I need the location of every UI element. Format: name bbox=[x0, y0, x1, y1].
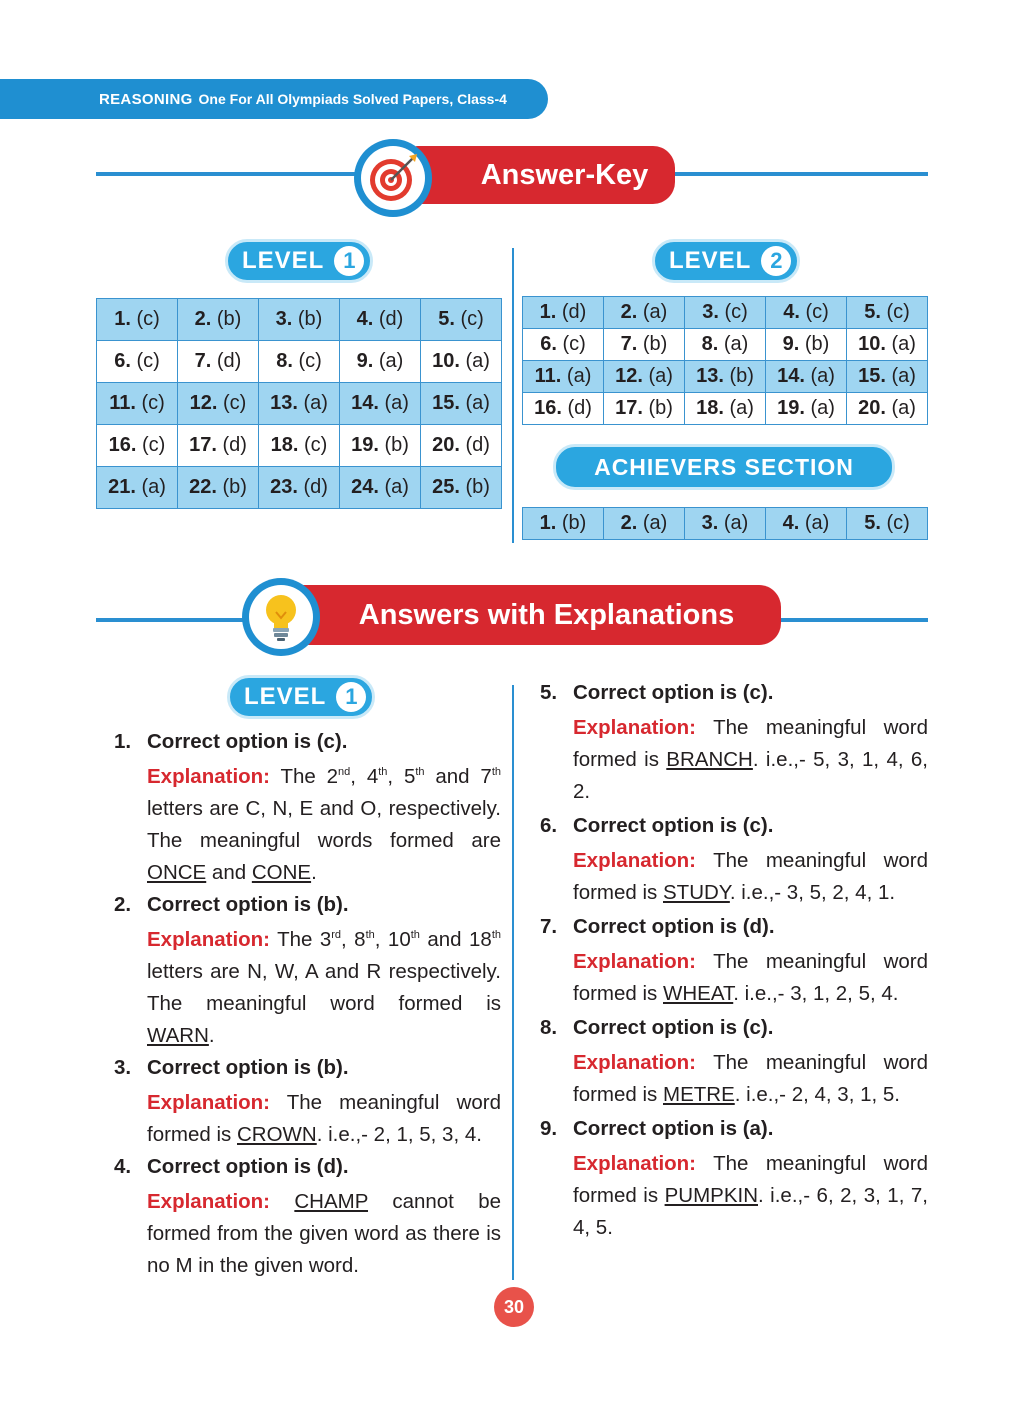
answer-row bbox=[97, 425, 502, 467]
answer-row bbox=[97, 299, 502, 341]
answer-cell-option: (c) bbox=[223, 392, 247, 414]
answer-cell bbox=[766, 297, 847, 329]
answer-cell bbox=[178, 383, 259, 425]
answer-word: CROWN bbox=[237, 1123, 317, 1146]
answer-cell-option: (c) bbox=[142, 434, 166, 456]
text: and bbox=[206, 861, 252, 884]
answer-8 bbox=[540, 1012, 928, 1111]
answer-word: BRANCH bbox=[666, 748, 753, 771]
answer-cell-number: 19. bbox=[777, 397, 805, 419]
answer-cell bbox=[178, 341, 259, 383]
answer-cell bbox=[421, 341, 502, 383]
text: cannot be formed from the given word as there is no M in the given word. bbox=[147, 1190, 501, 1277]
answer-explanation bbox=[147, 1087, 501, 1151]
answer-cell-option: (a) bbox=[723, 512, 749, 534]
text: The meaningful word formed is bbox=[573, 849, 928, 904]
achievers-label: ACHIEVERS SECTION bbox=[594, 453, 854, 480]
answer-cell bbox=[766, 329, 847, 361]
rule-right-2 bbox=[770, 618, 928, 622]
answer-cell-number: 14. bbox=[351, 392, 379, 414]
answer-cell-option: (c) bbox=[136, 308, 160, 330]
answer-cell-option: (a) bbox=[804, 512, 830, 534]
answer-heading: Correct option is (c). bbox=[573, 681, 774, 704]
answer-word: STUDY bbox=[663, 881, 730, 904]
lightbulb-icon bbox=[259, 592, 303, 642]
answer-heading: Correct option is (c). bbox=[573, 814, 774, 837]
text: The meaningful word formed is bbox=[573, 1051, 928, 1106]
answer-cell-number: 17. bbox=[615, 397, 643, 419]
text: . i.e.,- 3, 5, 2, 4, 1. bbox=[729, 881, 896, 904]
answer-cell-number: 1. bbox=[539, 301, 557, 323]
answer-number: 6. bbox=[540, 814, 558, 837]
answer-cell-option: (d) bbox=[303, 476, 328, 498]
answer-cell-option: (a) bbox=[810, 397, 835, 419]
level2-num: 2 bbox=[761, 246, 791, 276]
text: . i.e.,- 6, 2, 3, 1, 7, 4, 5. bbox=[573, 1184, 928, 1239]
answer-6 bbox=[540, 810, 928, 909]
answer-key-banner bbox=[410, 146, 675, 204]
answer-cell-number: 8. bbox=[276, 350, 293, 372]
answer-cell-option: (c) bbox=[886, 512, 910, 534]
answer-cell bbox=[97, 467, 178, 509]
answer-cell-number: 9. bbox=[356, 350, 374, 372]
target-badge bbox=[354, 139, 432, 217]
answer-explanation bbox=[573, 845, 928, 909]
answer-cell bbox=[685, 393, 766, 425]
answer-cell-number: 18. bbox=[696, 397, 724, 419]
text: . bbox=[311, 861, 317, 884]
answer-cell-number: 2. bbox=[194, 308, 212, 330]
sup: nd bbox=[338, 766, 351, 779]
answer-cell-number: 20. bbox=[432, 434, 460, 456]
rule-left-2 bbox=[96, 618, 256, 622]
answer-cell-option: (b) bbox=[222, 476, 247, 498]
answer-word: WHEAT bbox=[663, 982, 734, 1005]
answer-row bbox=[523, 508, 928, 540]
answer-cell-option: (d) bbox=[378, 308, 404, 330]
answer-cell-option: (b) bbox=[216, 308, 242, 330]
lightbulb-badge bbox=[242, 578, 320, 656]
answer-heading: Correct option is (d). bbox=[573, 915, 775, 938]
answer-cell bbox=[523, 508, 604, 540]
answer-cell-option: (b) bbox=[729, 365, 754, 387]
rule-right bbox=[660, 172, 928, 176]
answer-cell bbox=[178, 425, 259, 467]
answer-cell bbox=[97, 341, 178, 383]
text: The 3 bbox=[270, 928, 332, 951]
answer-cell-number: 13. bbox=[696, 365, 724, 387]
answer-cell-number: 6. bbox=[114, 350, 131, 372]
text: The meaningful word formed is bbox=[573, 716, 928, 771]
answer-cell-number: 18. bbox=[270, 434, 299, 456]
answer-cell bbox=[847, 508, 928, 540]
text: and 7 bbox=[424, 765, 492, 788]
answer-cell bbox=[340, 383, 421, 425]
answer-cell-option: (d) bbox=[561, 301, 587, 323]
answer-cell-number: 16. bbox=[108, 434, 137, 456]
answer-row bbox=[97, 341, 502, 383]
answer-cell bbox=[97, 383, 178, 425]
answer-number: 1. bbox=[114, 730, 132, 753]
answer-cell-option: (a) bbox=[891, 333, 916, 355]
achievers-pill bbox=[553, 444, 895, 490]
answer-cell-number: 7. bbox=[194, 350, 212, 372]
answer-3 bbox=[114, 1052, 501, 1151]
answer-explanation bbox=[573, 1047, 928, 1111]
answer-cell-number: 13. bbox=[270, 392, 298, 414]
sup: th bbox=[378, 766, 388, 779]
answer-4 bbox=[114, 1151, 501, 1282]
answer-cell-option: (c) bbox=[298, 350, 322, 372]
level1-num: 1 bbox=[334, 246, 364, 276]
answer-number: 8. bbox=[540, 1016, 558, 1039]
answer-cell-number: 3. bbox=[702, 301, 719, 323]
answer-cell-option: (a) bbox=[384, 476, 409, 498]
answer-cell-option: (a) bbox=[141, 476, 166, 498]
answer-cell-option: (c) bbox=[136, 350, 160, 372]
answer-row bbox=[523, 297, 928, 329]
answer-cell-option: (a) bbox=[303, 392, 328, 414]
level1-pill bbox=[225, 239, 373, 283]
answer-word: METRE bbox=[663, 1083, 735, 1106]
answer-cell-option: (a) bbox=[642, 301, 668, 323]
answer-cell bbox=[421, 299, 502, 341]
answer-cell-option: (c) bbox=[562, 333, 586, 355]
answer-cell-option: (d) bbox=[567, 397, 592, 419]
answer-7 bbox=[540, 911, 928, 1010]
answer-word: WARN bbox=[147, 1024, 209, 1047]
header-band bbox=[0, 79, 548, 119]
explanation-label: Explanation: bbox=[147, 928, 271, 951]
answer-cell-number: 14. bbox=[777, 365, 805, 387]
answer-cell-number: 4. bbox=[783, 301, 800, 323]
answer-cell bbox=[847, 297, 928, 329]
level1-answer-table bbox=[96, 298, 502, 509]
answer-cell-number: 11. bbox=[534, 365, 562, 387]
answer-cell bbox=[523, 361, 604, 393]
answer-cell bbox=[97, 299, 178, 341]
achievers-answer-table bbox=[522, 507, 928, 540]
answer-cell bbox=[259, 467, 340, 509]
text: , 8 bbox=[341, 928, 366, 951]
answer-cell-number: 16. bbox=[534, 397, 562, 419]
answer-cell-option: (a) bbox=[465, 392, 490, 414]
answer-cell-number: 23. bbox=[270, 476, 298, 498]
explanation-label: Explanation: bbox=[147, 1190, 271, 1213]
answer-cell-option: (c) bbox=[724, 301, 748, 323]
level2-pill bbox=[652, 239, 800, 283]
answer-row bbox=[523, 393, 928, 425]
answer-cell bbox=[766, 508, 847, 540]
answer-heading: Correct option is (c). bbox=[573, 1016, 774, 1039]
answer-row bbox=[523, 361, 928, 393]
answer-cell-option: (b) bbox=[804, 333, 830, 355]
answer-cell-option: (c) bbox=[886, 301, 910, 323]
answer-cell bbox=[847, 329, 928, 361]
answer-heading: Correct option is (d). bbox=[147, 1155, 349, 1178]
text: The meaningful word formed is bbox=[573, 950, 928, 1005]
text: . i.e.,- 5, 3, 1, 4, 6, 2. bbox=[573, 748, 928, 803]
answer-cell-option: (a) bbox=[891, 397, 916, 419]
explanations-divider bbox=[512, 685, 514, 1280]
answer-cell bbox=[685, 508, 766, 540]
answer-cell-number: 3. bbox=[275, 308, 293, 330]
answer-cell bbox=[604, 361, 685, 393]
answer-explanation bbox=[573, 1148, 928, 1244]
answer-cell-number: 15. bbox=[432, 392, 460, 414]
explanation-label: Explanation: bbox=[573, 950, 697, 973]
answer-number: 7. bbox=[540, 915, 558, 938]
header-subject: REASONING bbox=[99, 90, 193, 108]
answer-word: PUMPKIN bbox=[664, 1184, 758, 1207]
answer-cell-number: 15. bbox=[858, 365, 886, 387]
answer-word: ONCE bbox=[147, 861, 207, 884]
answer-cell bbox=[685, 297, 766, 329]
text: The 2 bbox=[270, 765, 339, 788]
explanations-level-label: LEVEL bbox=[244, 683, 327, 710]
answer-cell-number: 24. bbox=[351, 476, 379, 498]
level2-answer-table bbox=[522, 296, 928, 425]
sup: th bbox=[365, 929, 375, 942]
explanation-label: Explanation: bbox=[573, 1152, 697, 1175]
explanations-left-column bbox=[114, 726, 501, 1282]
answer-heading: Correct option is (b). bbox=[147, 1056, 349, 1079]
answer-row bbox=[97, 383, 502, 425]
answer-cell-number: 3. bbox=[701, 512, 719, 534]
answer-cell-number: 12. bbox=[615, 365, 643, 387]
answer-cell-number: 4. bbox=[356, 308, 374, 330]
answer-cell bbox=[340, 341, 421, 383]
answer-cell-number: 17. bbox=[189, 434, 217, 456]
answer-cell-number: 10. bbox=[432, 350, 460, 372]
answer-cell-option: (c) bbox=[141, 392, 165, 414]
answer-cell-option: (a) bbox=[891, 365, 916, 387]
answer-cell-number: 8. bbox=[701, 333, 719, 355]
sup: th bbox=[491, 766, 502, 779]
answer-cell-option: (b) bbox=[642, 333, 668, 355]
answer-cell bbox=[340, 425, 421, 467]
answer-number: 9. bbox=[540, 1117, 558, 1140]
answer-cell-number: 2. bbox=[620, 512, 638, 534]
answer-cell-option: (a) bbox=[465, 350, 490, 372]
answer-explanation bbox=[573, 712, 928, 808]
rule-left bbox=[96, 172, 396, 176]
text: . i.e.,- 2, 4, 3, 1, 5. bbox=[734, 1083, 900, 1106]
answer-cell-option: (b) bbox=[561, 512, 587, 534]
text: , 5 bbox=[387, 765, 416, 788]
answer-cell bbox=[421, 467, 502, 509]
answer-cell-option: (a) bbox=[384, 392, 409, 414]
answer-explanation bbox=[147, 1186, 501, 1282]
answer-cell bbox=[604, 329, 685, 361]
answer-cell-option: (b) bbox=[648, 397, 673, 419]
answer-word: CHAMP bbox=[294, 1190, 369, 1213]
answer-cell-option: (c) bbox=[304, 434, 328, 456]
answer-cell-number: 5. bbox=[438, 308, 455, 330]
answer-cell-number: 1. bbox=[114, 308, 131, 330]
answer-cell-number: 5. bbox=[864, 512, 881, 534]
level1-label: LEVEL bbox=[242, 247, 325, 274]
answer-key-title: Answer-Key bbox=[480, 158, 649, 191]
answer-cell-option: (a) bbox=[566, 365, 592, 387]
target-icon bbox=[365, 150, 421, 206]
answer-cell-number: 1. bbox=[539, 512, 557, 534]
explanations-title: Answers with Explanations bbox=[358, 598, 735, 631]
answer-cell bbox=[259, 341, 340, 383]
answer-cell bbox=[97, 425, 178, 467]
explanation-label: Explanation: bbox=[573, 716, 697, 739]
answer-cell bbox=[523, 297, 604, 329]
answer-cell-option: (b) bbox=[297, 308, 323, 330]
answer-cell-number: 22. bbox=[189, 476, 217, 498]
explanations-banner bbox=[296, 585, 781, 645]
answer-number: 5. bbox=[540, 681, 558, 704]
answer-number: 3. bbox=[114, 1056, 132, 1079]
answer-explanation bbox=[147, 924, 501, 1052]
answer-cell bbox=[340, 299, 421, 341]
answer-cell-number: 7. bbox=[620, 333, 638, 355]
text: The meaningful word formed is bbox=[573, 1152, 928, 1207]
answer-cell bbox=[604, 508, 685, 540]
text: . i.e.,- 3, 1, 2, 5, 4. bbox=[733, 982, 899, 1005]
text: The meaningful word formed is bbox=[147, 1091, 501, 1146]
answer-explanation bbox=[573, 946, 928, 1010]
answer-cell bbox=[523, 329, 604, 361]
explanation-label: Explanation: bbox=[573, 849, 697, 872]
answer-cell bbox=[178, 299, 259, 341]
answer-heading: Correct option is (c). bbox=[147, 730, 348, 753]
sup: th bbox=[491, 929, 502, 942]
answer-cell-number: 10. bbox=[858, 333, 886, 355]
answer-9 bbox=[540, 1113, 928, 1244]
text: , 4 bbox=[350, 765, 379, 788]
answer-cell bbox=[604, 297, 685, 329]
explanations-level-num: 1 bbox=[336, 682, 366, 712]
answer-cell bbox=[259, 299, 340, 341]
answer-cell bbox=[523, 393, 604, 425]
answer-cell-option: (d) bbox=[465, 434, 490, 456]
header-subtitle: One For All Olympiads Solved Papers, Class-4 bbox=[198, 91, 507, 107]
answer-heading: Correct option is (b). bbox=[147, 893, 349, 916]
sup: th bbox=[410, 929, 420, 942]
answer-cell-option: (d) bbox=[216, 350, 242, 372]
answer-cell-option: (a) bbox=[810, 365, 835, 387]
answer-cell bbox=[340, 467, 421, 509]
answer-cell bbox=[847, 361, 928, 393]
answer-5 bbox=[540, 677, 928, 808]
answer-key-divider bbox=[512, 248, 514, 543]
answer-cell-number: 21. bbox=[108, 476, 136, 498]
answer-cell bbox=[259, 383, 340, 425]
answer-cell-option: (c) bbox=[460, 308, 484, 330]
explanation-label: Explanation: bbox=[147, 765, 271, 788]
answer-number: 4. bbox=[114, 1155, 132, 1178]
answer-cell-option: (c) bbox=[805, 301, 829, 323]
answer-explanation bbox=[147, 761, 501, 889]
answer-cell-option: (a) bbox=[648, 365, 673, 387]
answer-cell-number: 25. bbox=[432, 476, 460, 498]
answer-cell bbox=[178, 467, 259, 509]
answer-cell-number: 12. bbox=[189, 392, 218, 414]
answer-cell-number: 9. bbox=[782, 333, 800, 355]
answer-word: CONE bbox=[251, 861, 312, 884]
level2-label: LEVEL bbox=[669, 247, 752, 274]
answer-cell-number: 4. bbox=[782, 512, 800, 534]
answer-cell bbox=[685, 361, 766, 393]
answer-cell-option: (a) bbox=[378, 350, 404, 372]
answer-cell-option: (a) bbox=[642, 512, 668, 534]
explanations-right-column bbox=[540, 677, 928, 1244]
answer-row bbox=[97, 467, 502, 509]
page-number: 30 bbox=[494, 1287, 534, 1327]
explanations-level-pill bbox=[227, 675, 375, 719]
answer-cell bbox=[766, 361, 847, 393]
text: , 10 bbox=[374, 928, 411, 951]
text: letters are N, W, A and R respectively. The meaningful word formed is bbox=[147, 960, 501, 1015]
sup: rd bbox=[331, 929, 342, 942]
text bbox=[270, 1190, 294, 1213]
text: . i.e.,- 2, 1, 5, 3, 4. bbox=[316, 1123, 482, 1146]
answer-row bbox=[523, 329, 928, 361]
answer-cell bbox=[685, 329, 766, 361]
answer-cell-number: 20. bbox=[858, 397, 886, 419]
answer-cell bbox=[766, 393, 847, 425]
answer-heading: Correct option is (a). bbox=[573, 1117, 774, 1140]
answer-cell-option: (a) bbox=[723, 333, 749, 355]
answer-number: 2. bbox=[114, 893, 132, 916]
answer-cell bbox=[421, 425, 502, 467]
answer-cell-number: 5. bbox=[864, 301, 881, 323]
answer-cell-option: (b) bbox=[465, 476, 490, 498]
answer-cell bbox=[259, 425, 340, 467]
text: and 18 bbox=[419, 928, 492, 951]
answer-cell bbox=[421, 383, 502, 425]
sup: th bbox=[415, 766, 425, 779]
explanation-label: Explanation: bbox=[147, 1091, 271, 1114]
answer-cell-option: (b) bbox=[384, 434, 409, 456]
answer-cell-number: 6. bbox=[540, 333, 557, 355]
answer-cell-number: 2. bbox=[620, 301, 638, 323]
answer-cell bbox=[847, 393, 928, 425]
answer-cell-option: (a) bbox=[729, 397, 754, 419]
answer-1 bbox=[114, 726, 501, 889]
answer-cell-option: (d) bbox=[222, 434, 247, 456]
answer-2 bbox=[114, 889, 501, 1052]
answer-cell bbox=[604, 393, 685, 425]
text: letters are C, N, E and O, respectively. The meaningful words formed are bbox=[147, 797, 501, 852]
answer-cell-number: 19. bbox=[351, 434, 379, 456]
text: . bbox=[208, 1024, 215, 1047]
answer-cell-number: 11. bbox=[109, 392, 136, 414]
explanation-label: Explanation: bbox=[573, 1051, 697, 1074]
